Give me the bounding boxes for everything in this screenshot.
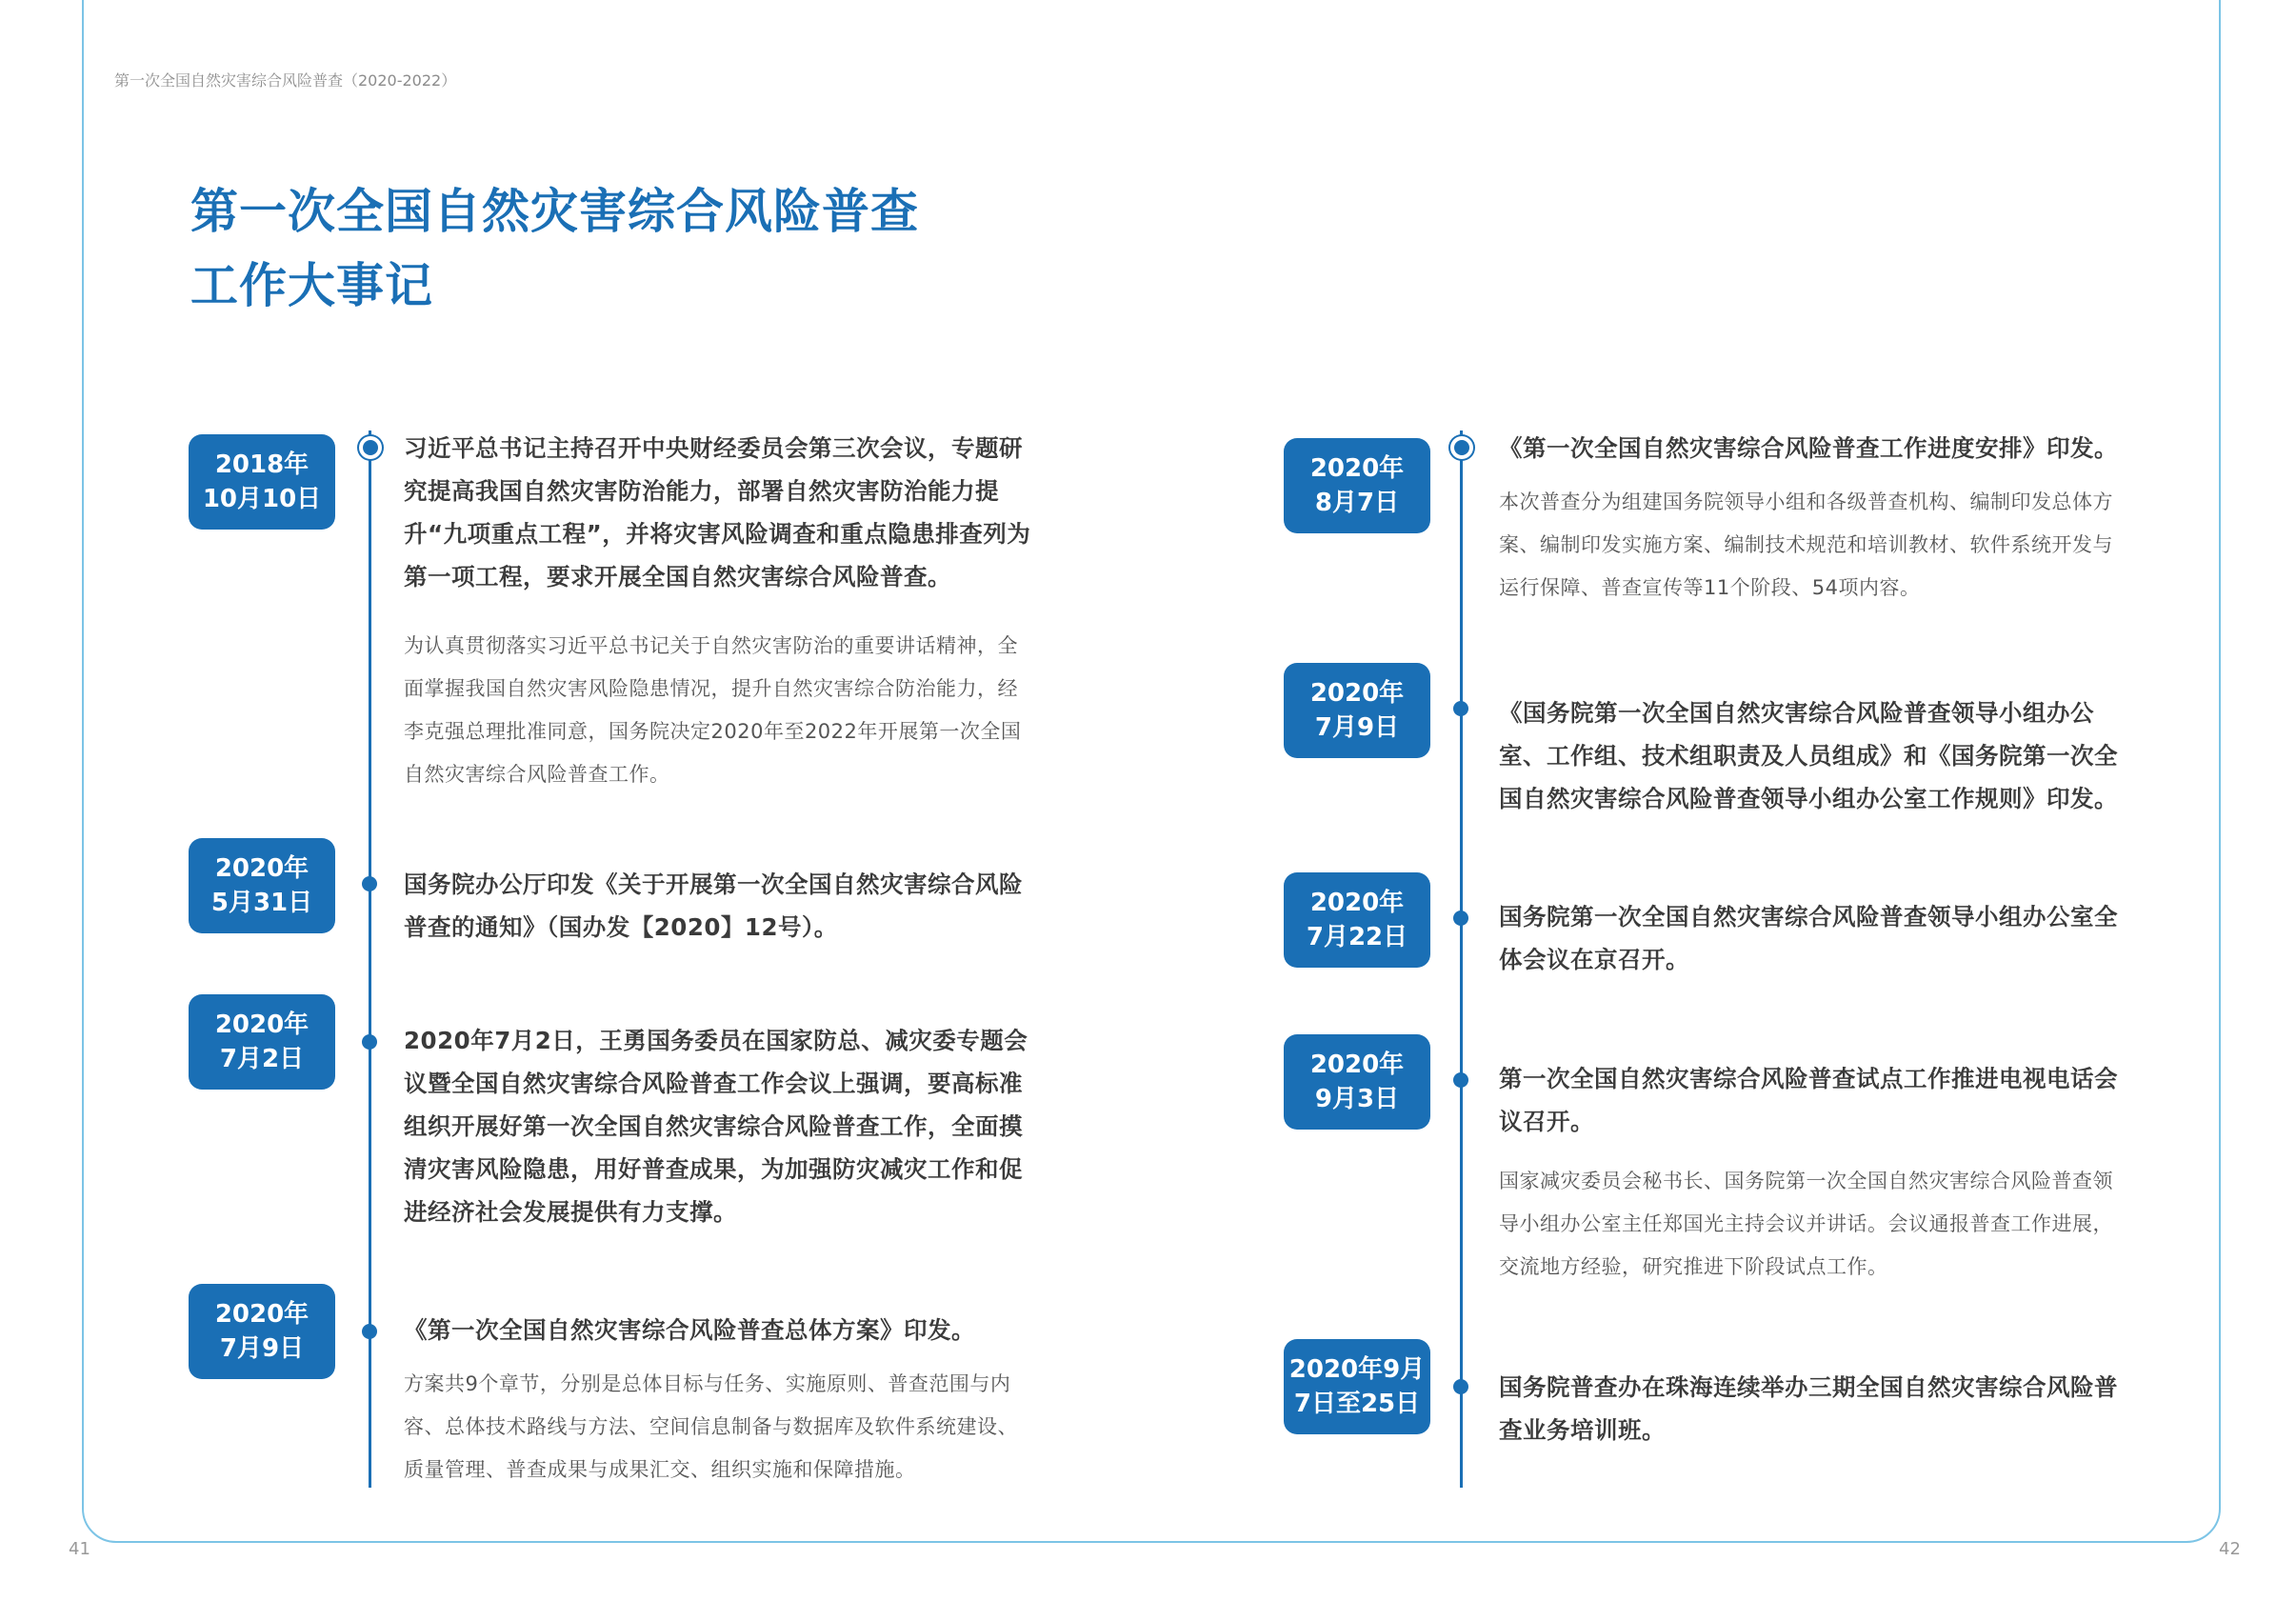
event-sub-text: 本次普查分为组建国务院领导小组和各级普查机构、编制印发总体方案、编制印发实施方案、编制技术规范和培训教材、软件系统开发与运行保障、普查宣传等11个阶段、54项内容。 bbox=[1499, 490, 2113, 599]
date-year: 2020年 bbox=[1309, 1050, 1405, 1079]
date-day: 7月2日 bbox=[219, 1045, 305, 1073]
event-text bbox=[404, 427, 1032, 796]
date-year: 2020年 bbox=[214, 1299, 309, 1329]
date-badge bbox=[1284, 438, 1430, 533]
event-main-text: 习近平总书记主持召开中央财经委员会第三次会议，专题研究提高我国自然灾害防治能力，部署自然灾害防治能力提升“九项重点工程”，并将灾害风险调查和重点隐患排查列为第一项工程，要求开展全国自然灾害综合风险普查。 bbox=[404, 434, 1031, 590]
date-day: 5月31日 bbox=[210, 889, 313, 917]
page-number-right: 42 bbox=[2219, 1539, 2241, 1559]
date-year: 2020年9月 bbox=[1288, 1354, 1426, 1384]
date-day: 7月9日 bbox=[1314, 713, 1400, 742]
event-text bbox=[1499, 427, 2127, 610]
event-main-text: 国务院第一次全国自然灾害综合风险普查领导小组办公室全体会议在京召开。 bbox=[1499, 903, 2118, 973]
timeline-dot bbox=[362, 1324, 377, 1339]
timeline-dot bbox=[1453, 1379, 1468, 1394]
event-text bbox=[1499, 691, 2127, 820]
timeline-dot bbox=[1453, 911, 1468, 926]
date-day: 7日至25日 bbox=[1293, 1390, 1421, 1418]
event-text bbox=[1499, 1366, 2127, 1451]
timeline-dot bbox=[1453, 1072, 1468, 1088]
event-main-text: 国务院办公厅印发《关于开展第一次全国自然灾害综合风险普查的通知》（国办发【2020】12号）。 bbox=[404, 871, 1023, 941]
date-badge bbox=[1284, 663, 1430, 758]
page-number-left: 41 bbox=[69, 1539, 90, 1559]
event-text bbox=[404, 1309, 1032, 1491]
date-year: 2020年 bbox=[214, 853, 309, 883]
running-header: 第一次全国自然灾害综合风险普查（2020-2022） bbox=[114, 71, 457, 90]
page-title-line2: 工作大事记 bbox=[190, 258, 433, 313]
event-main-text: 2020年7月2日，王勇国务委员在国家防总、减灾委专题会议暨全国自然灾害综合风险普查工作会议上强调，要高标准组织开展好第一次全国自然灾害综合风险普查工作，全面摸清灾害风险隐患，用好普查成果，为加强防灾减灾工作和促进经济社会发展提供有力支撑。 bbox=[404, 1027, 1028, 1226]
date-year: 2020年 bbox=[1309, 678, 1405, 708]
event-sub-text: 方案共9个章节，分别是总体目标与任务、实施原则、普查范围与内容、总体技术路线与方法、空间信息制备与数据库及软件系统建设、质量管理、普查成果与成果汇交、组织实施和保障措施。 bbox=[404, 1372, 1018, 1481]
event-sub-text: 国家减灾委员会秘书长、国务院第一次全国自然灾害综合风险普查领导小组办公室主任郑国光主持会议并讲话。会议通报普查工作进展，交流地方经验，研究推进下阶段试点工作。 bbox=[1499, 1170, 2113, 1278]
date-badge bbox=[1284, 1339, 1430, 1434]
event-text bbox=[404, 863, 1032, 949]
date-badge bbox=[189, 838, 335, 933]
right-timeline-line bbox=[1460, 430, 1463, 1488]
event-main-text: 国务院普查办在珠海连续举办三期全国自然灾害综合风险普查业务培训班。 bbox=[1499, 1373, 2118, 1444]
date-badge bbox=[189, 1284, 335, 1379]
date-day: 9月3日 bbox=[1314, 1085, 1400, 1113]
date-day: 7月22日 bbox=[1306, 923, 1408, 951]
date-year: 2020年 bbox=[1309, 453, 1405, 483]
date-badge bbox=[1284, 1034, 1430, 1130]
event-text bbox=[1499, 895, 2127, 981]
date-badge bbox=[189, 994, 335, 1090]
event-text bbox=[1499, 1057, 2127, 1289]
event-main-text: 《国务院第一次全国自然灾害综合风险普查领导小组办公室、工作组、技术组职责及人员组成》和《国务院第一次全国自然灾害综合风险普查领导小组办公室工作规则》印发。 bbox=[1499, 699, 2118, 812]
date-day: 10月10日 bbox=[202, 485, 322, 513]
date-day: 7月9日 bbox=[219, 1334, 305, 1363]
timeline-dot bbox=[1453, 701, 1468, 716]
timeline-dot-ring bbox=[1454, 440, 1469, 455]
date-year: 2020年 bbox=[1309, 888, 1405, 917]
page-title-line1: 第一次全国自然灾害综合风险普查 bbox=[190, 184, 919, 239]
event-main-text: 第一次全国自然灾害综合风险普查试点工作推进电视电话会议召开。 bbox=[1499, 1065, 2118, 1135]
event-main-text: 《第一次全国自然灾害综合风险普查总体方案》印发。 bbox=[404, 1316, 975, 1344]
event-main-text: 《第一次全国自然灾害综合风险普查工作进度安排》印发。 bbox=[1499, 434, 2118, 462]
date-day: 8月7日 bbox=[1314, 489, 1400, 517]
event-sub-text: 为认真贯彻落实习近平总书记关于自然灾害防治的重要讲话精神，全面掌握我国自然灾害风险隐患情况，提升自然灾害综合防治能力，经李克强总理批准同意，国务院决定2020年至2022年开展第一次全国自然灾害综合风险普查工作。 bbox=[404, 634, 1022, 786]
event-text bbox=[404, 1019, 1032, 1233]
date-year: 2018年 bbox=[214, 450, 309, 479]
timeline-dot bbox=[362, 876, 377, 891]
date-year: 2020年 bbox=[214, 1010, 309, 1039]
timeline-dot bbox=[362, 1034, 377, 1050]
date-badge bbox=[1284, 872, 1430, 968]
timeline-dot-ring bbox=[363, 440, 378, 455]
date-badge bbox=[189, 434, 335, 530]
